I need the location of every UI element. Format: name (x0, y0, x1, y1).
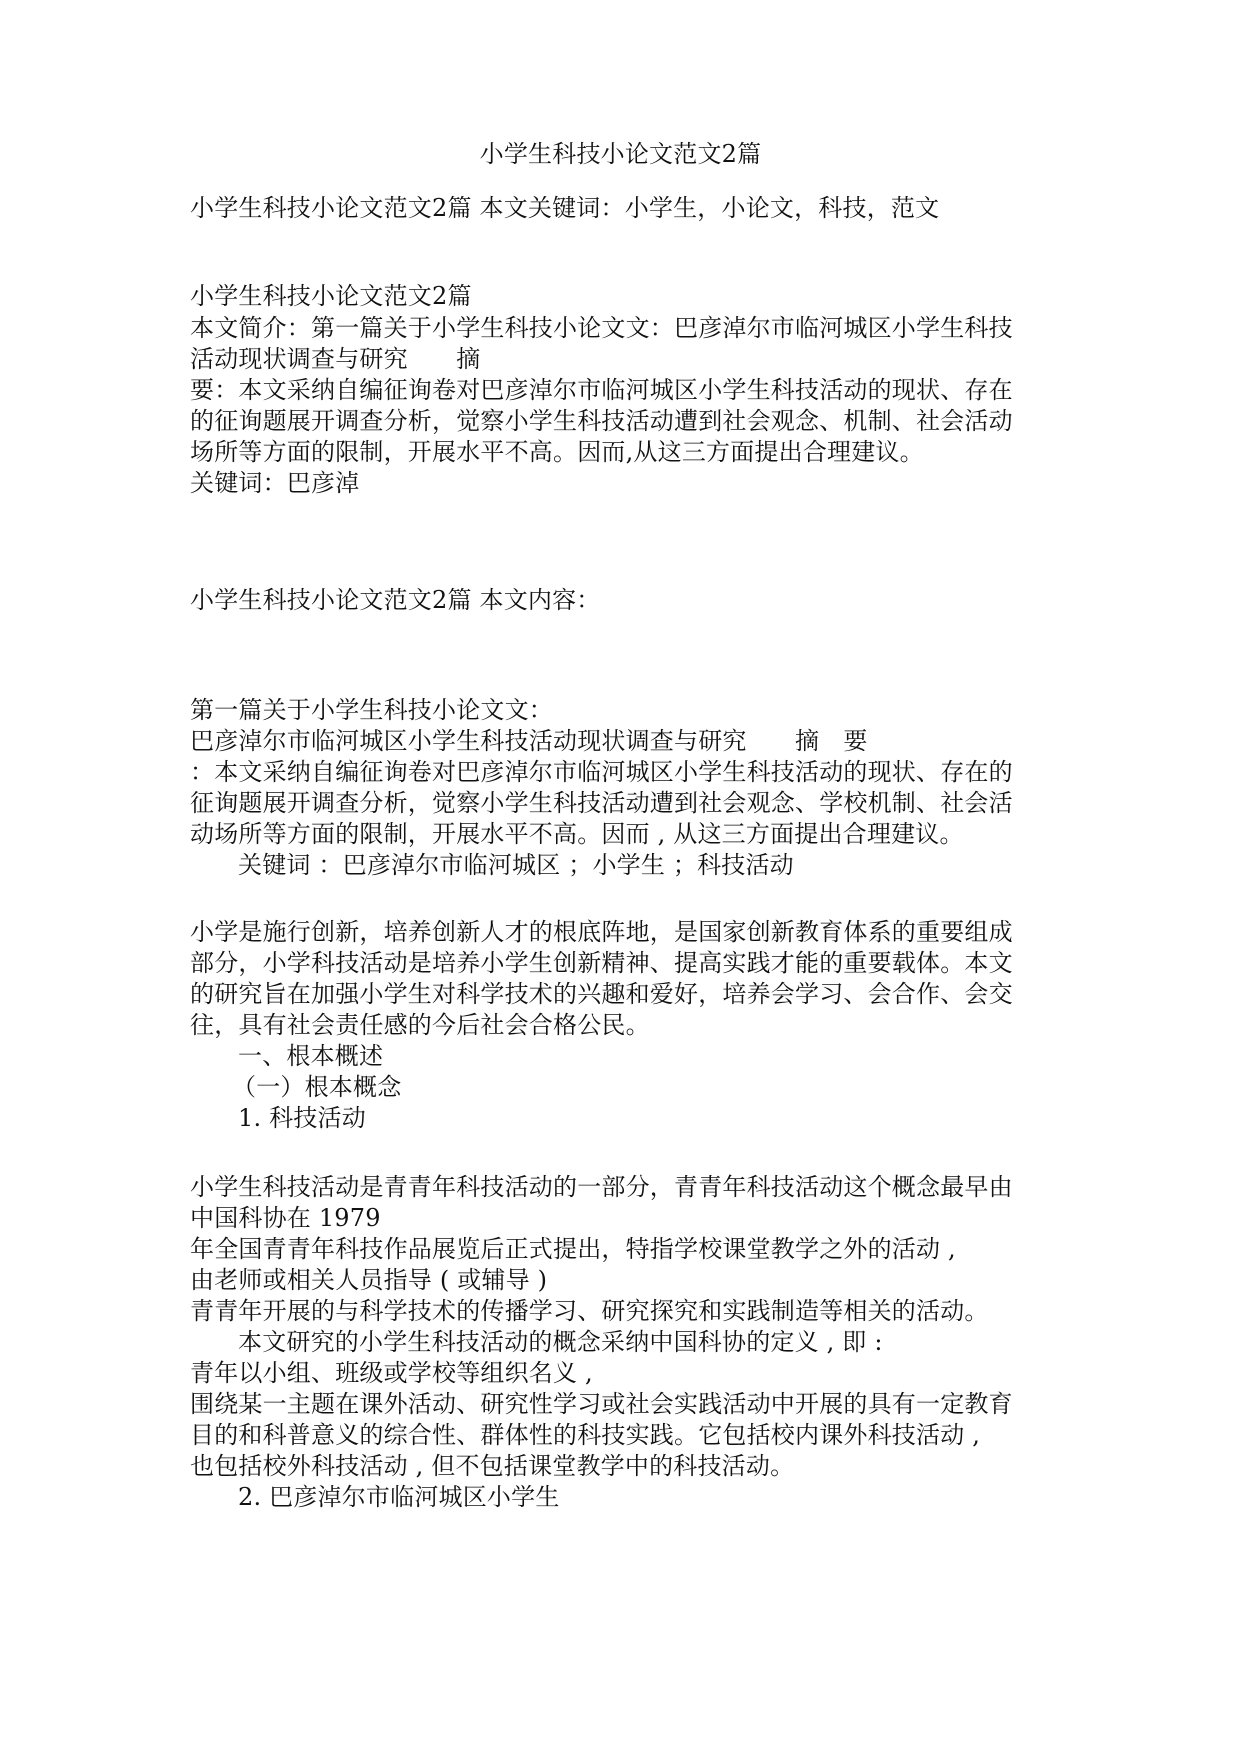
keywords-line: 小学生科技小论文范文2篇 本文关键词：小学生，小论文，科技，范文 (190, 194, 940, 222)
outline-item: 1. 科技活动 (238, 1104, 366, 1132)
paragraph-line: 本文研究的小学生科技活动的概念采纳中国科协的定义 , 即 : (238, 1328, 883, 1356)
paragraph-line: 活动现状调查与研究 摘 (190, 345, 481, 373)
paragraph-line: 青年以小组、班级或学校等组织名义 , (190, 1359, 593, 1387)
paragraph-line: 本文简介：第一篇关于小学生科技小论文文：巴彦淖尔市临河城区小学生科技 (190, 314, 1013, 342)
paragraph-line: 目的和科普意义的综合性、群体性的科技实践。它包括校内课外科技活动 , (190, 1421, 981, 1449)
paragraph-line: 中国科协在 1979 (190, 1204, 381, 1232)
paragraph-line: 围绕某一主题在课外活动、研究性学习或社会实践活动中开展的具有一定教育 (190, 1390, 1013, 1418)
paragraph-line: 小学是施行创新，培养创新人才的根底阵地，是国家创新教育体系的重要组成 (190, 918, 1013, 946)
outline-item: 2. 巴彦淖尔市临河城区小学生 (238, 1483, 560, 1511)
paragraph-line: 关键词 ：巴彦淖尔市临河城区 ；小学生 ；科技活动 (238, 851, 794, 879)
paragraph-line: 年全国青青年科技作品展览后正式提出，特指学校课堂教学之外的活动 , (190, 1235, 956, 1263)
outline-heading: 一、根本概述 (238, 1042, 384, 1070)
paragraph-line: 小学生科技活动是青青年科技活动的一部分，青青年科技活动这个概念最早由 (190, 1173, 1013, 1201)
paragraph-line: 关键词：巴彦淖 (190, 469, 360, 497)
paragraph-line: 征询题展开调查分析，觉察小学生科技活动遭到社会观念、学校机制、社会活 (190, 789, 1013, 817)
document-title: 小学生科技小论文范文2篇 (479, 140, 762, 168)
paragraph-line: 动场所等方面的限制，开展水平不高。因而 , 从这三方面提出合理建议。 (190, 820, 964, 848)
paragraph-line: 要：本文采纳自编征询卷对巴彦淖尔市临河城区小学生科技活动的现状、存在 (190, 376, 1013, 404)
paragraph-line: 巴彦淖尔市临河城区小学生科技活动现状调查与研究 摘 要 (190, 727, 868, 755)
paragraph-line: 青青年开展的与科学技术的传播学习、研究探究和实践制造等相关的活动。 (190, 1297, 989, 1325)
paragraph-line: ：本文采纳自编征询卷对巴彦淖尔市临河城区小学生科技活动的现状、存在的 (190, 758, 1013, 786)
section-heading: 小学生科技小论文范文2篇 本文内容： (190, 586, 601, 614)
paragraph-line: 的征询题展开调查分析，觉察小学生科技活动遭到社会观念、机制、社会活动 (190, 407, 1013, 435)
paragraph-line: 也包括校外科技活动 , 但不包括课堂教学中的科技活动。 (190, 1452, 795, 1480)
paragraph-line: 往，具有社会责任感的今后社会合格公民。 (190, 1011, 650, 1039)
outline-subheading: （一）根本概念 (232, 1073, 402, 1101)
paragraph-line: 小学生科技小论文范文2篇 (190, 282, 472, 310)
paragraph-line: 部分，小学科技活动是培养小学生创新精神、提高实践才能的重要载体。本文 (190, 949, 1013, 977)
paragraph-line: 的研究旨在加强小学生对科学技术的兴趣和爱好，培养会学习、会合作、会交 (190, 980, 1013, 1008)
paragraph-line: 第一篇关于小学生科技小论文文： (190, 696, 553, 724)
paragraph-line: 场所等方面的限制，开展水平不高。因而,从这三方面提出合理建议。 (190, 438, 924, 466)
paragraph-line: 由老师或相关人员指导 ( 或辅导 ) (190, 1266, 548, 1294)
